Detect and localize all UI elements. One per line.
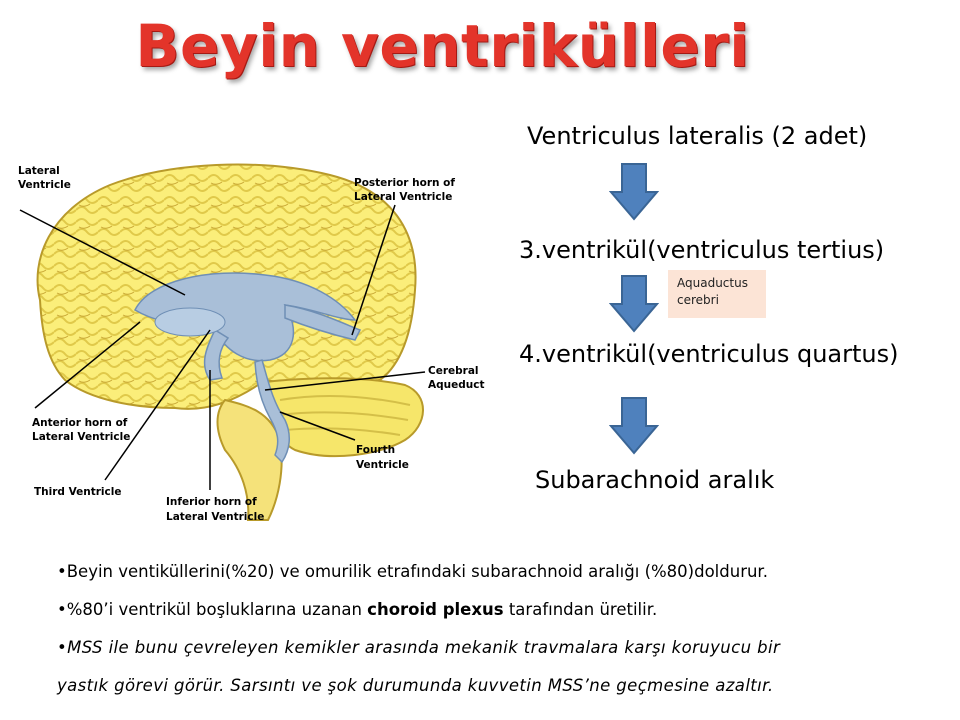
brain-ventricles-diagram: [10, 150, 490, 530]
bullet-3-line-1: •MSS ile bunu çevreleyen kemikler arasında mekanik travmalara karşı koruyucu bir: [57, 638, 781, 657]
aqueduct-note: Aquaductus cerebri: [668, 270, 766, 318]
flow-step-third: 3.ventrikül(ventriculus tertius): [519, 236, 885, 264]
bullet-1: •Beyin ventiküllerini(%20) ve omurilik etrafındaki subarachnoid aralığı (%80)doldurur.: [57, 562, 768, 581]
bullet-2: •%80’i ventrikül boşluklarına uzanan choroid plexus tarafından üretilir.: [57, 600, 658, 619]
label-fourth-ventricle: Fourth Ventricle: [356, 444, 409, 471]
flow-step-fourth: 4.ventrikül(ventriculus quartus): [519, 340, 899, 368]
down-arrow-icon: [609, 162, 659, 222]
label-lateral-ventricle: Lateral Ventricle: [18, 165, 71, 191]
label-posterior-horn: Posterior horn of Lateral Ventricle: [354, 177, 455, 203]
choroid-plexus-text: choroid plexus: [367, 600, 504, 619]
label-anterior-horn: Anterior horn of Lateral Ventricle: [32, 417, 131, 443]
down-arrow-icon: [609, 274, 659, 334]
bullet-list: [57, 558, 897, 710]
csf-flow-diagram: [505, 118, 945, 508]
label-cerebral-aqueduct: Cerebral Aqueduct: [428, 365, 485, 391]
flow-step-lateral: Ventriculus lateralis (2 adet): [527, 122, 868, 150]
down-arrow-icon: [609, 396, 659, 456]
bullet-3-line-2: yastık görevi görür. Sarsıntı ve şok durumunda kuvvetin MSS’ne geçmesine azaltır.: [57, 676, 774, 695]
label-third-ventricle: Third Ventricle: [34, 486, 122, 498]
brain-illustration: [10, 150, 490, 530]
page-title: Beyin ventrikülleri: [135, 12, 750, 80]
flow-step-subarachnoid: Subarachnoid aralık: [535, 466, 775, 494]
label-inferior-horn: Inferior horn of Lateral Ventricle: [166, 496, 265, 523]
